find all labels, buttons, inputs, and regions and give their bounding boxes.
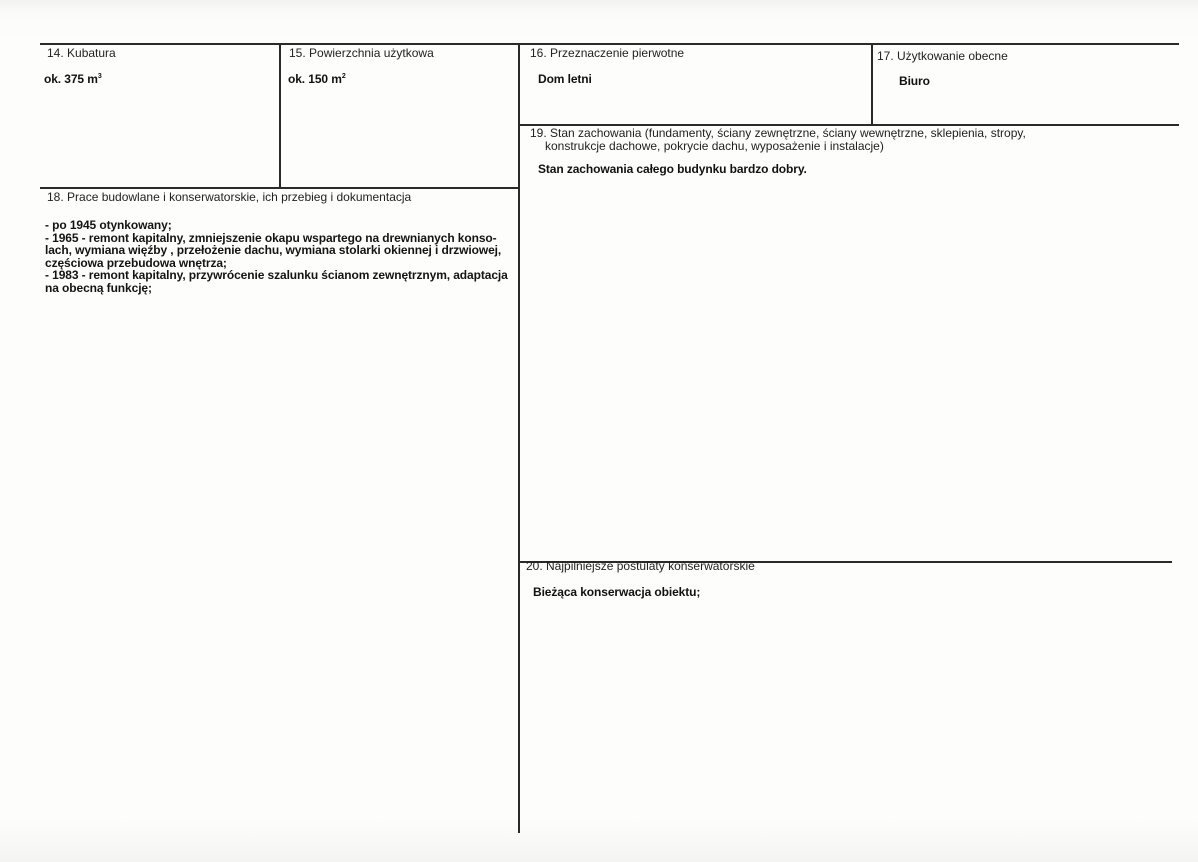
top-rule bbox=[40, 43, 1179, 45]
field-16-value: Dom letni bbox=[538, 72, 592, 86]
rule-above-18 bbox=[40, 187, 519, 189]
field-16-label: 16. Przeznaczenie pierwotne bbox=[530, 46, 685, 60]
field-18-text bbox=[45, 219, 508, 294]
field-14-label: 14. Kubatura bbox=[47, 46, 116, 60]
field-18-line-2: - 1965 - remont kapitalny, zmniejszenie okapu wspartego na drewnianych konso- bbox=[45, 230, 497, 245]
field-18-line-5: - 1983 - remont kapitalny, przywrócenie szalunku ścianom zewnętrznym, adaptacja bbox=[45, 268, 508, 282]
field-14-value-unit: 3 bbox=[97, 73, 102, 80]
field-19-label-line1-text: 19. Stan zachowania (fundamenty, ściany zewnętrzne, ściany wewnętrzne, sklepienia, stropy, bbox=[530, 126, 1026, 140]
field-14-value bbox=[44, 72, 102, 86]
field-18-label: 18. Prace budowlane i konserwatorskie, ich przebieg i dokumentacja bbox=[47, 190, 412, 204]
field-20-label: 20. Najpilniejsze postulaty konserwatorskie bbox=[526, 559, 755, 573]
field-15-label: 15. Powierzchnia użytkowa bbox=[289, 46, 434, 60]
divider-14-15 bbox=[279, 43, 281, 188]
field-18-line-4: częściowa przebudowa wnętrza; bbox=[45, 255, 227, 270]
field-18-line-1: - po 1945 otynkowany; bbox=[45, 218, 172, 232]
field-18-line-6: na obecną funkcję; bbox=[45, 280, 152, 295]
field-15-value-unit: 2 bbox=[341, 73, 346, 80]
field-15-value bbox=[288, 72, 346, 86]
field-20-value: Bieżąca konserwacja obiektu; bbox=[533, 585, 701, 599]
field-17-value: Biuro bbox=[899, 74, 930, 88]
divider-16-17 bbox=[871, 45, 873, 124]
field-19-value: Stan zachowania całego budynku bardzo dobry. bbox=[538, 162, 807, 176]
field-18-line-3: lach, wymiana więźby , przełożenie dachu, wymiana stolarki okiennej i drzwiowej, bbox=[45, 243, 502, 257]
field-19-label-line1 bbox=[530, 126, 1026, 140]
field-14-value-text: ok. 375 m bbox=[44, 72, 98, 86]
field-15-value-text: ok. 150 m bbox=[288, 72, 342, 86]
field-17-label: 17. Użytkowanie obecne bbox=[877, 49, 1008, 63]
field-19-label-line2: konstrukcje dachowe, pokrycie dachu, wyposażenie i instalacje) bbox=[545, 139, 884, 153]
divider-main bbox=[518, 43, 520, 833]
